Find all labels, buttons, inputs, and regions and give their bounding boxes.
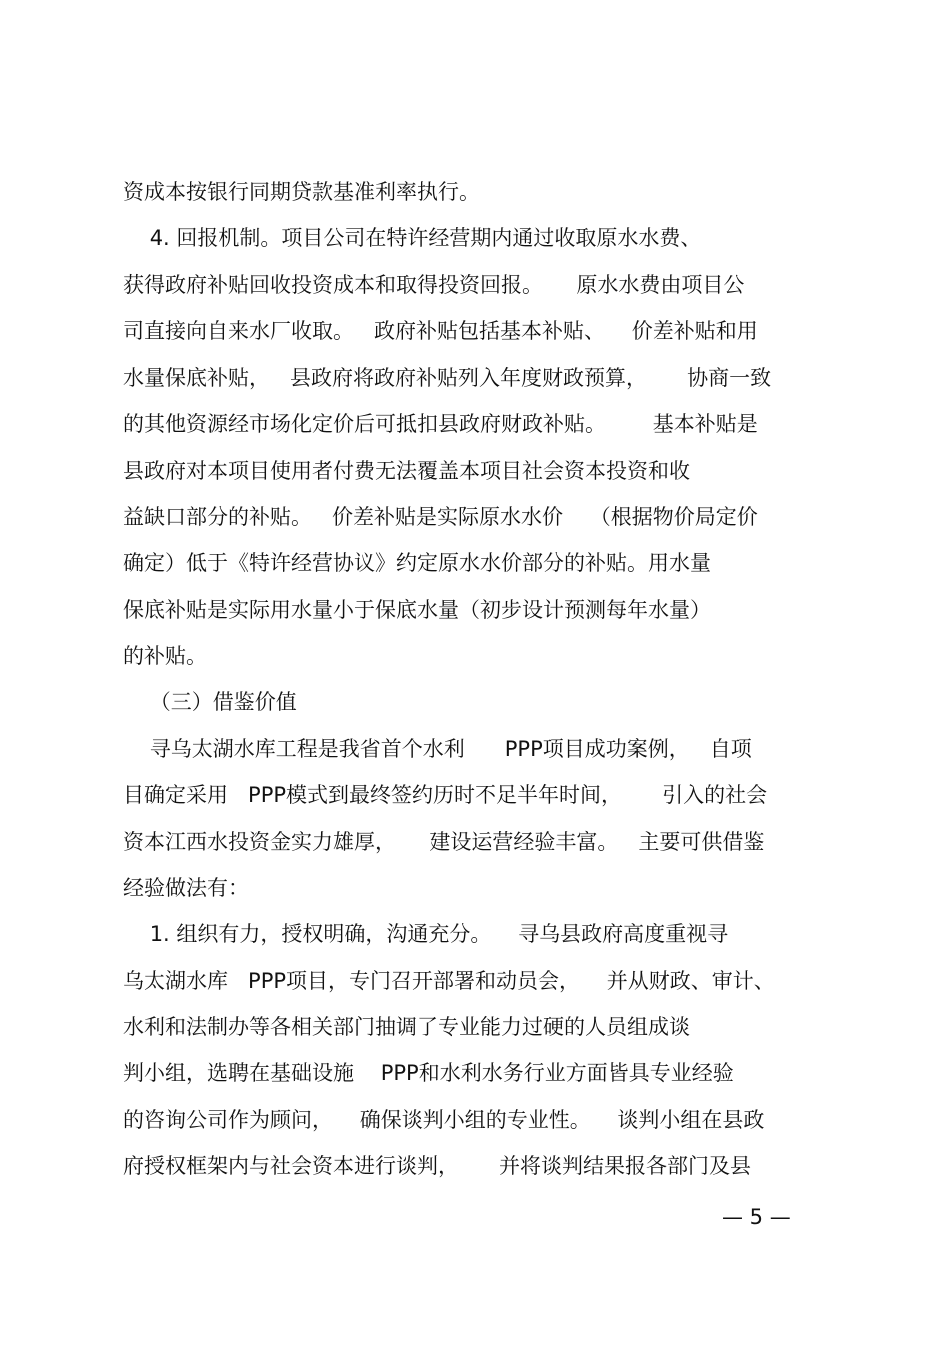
text-line: 水量保底补贴， 县政府将政府补贴列入年度财政预算， 协商一致 — [123, 366, 772, 390]
text-line: 府授权框架内与社会资本进行谈判， 并将谈判结果报各部门及县 — [123, 1154, 752, 1178]
text-line: 司直接向自来水厂收取。 政府补贴包括基本补贴、 价差补贴和用 — [123, 319, 758, 343]
text-line: 的咨询公司作为顾问， 确保谈判小组的专业性。 谈判小组在县政 — [123, 1108, 765, 1132]
page-number: — 5 — — [722, 1205, 791, 1229]
text-line: 的补贴。 — [123, 644, 207, 668]
text-line: 保底补贴是实际用水量小于保底水量（初步设计预测每年水量） — [123, 598, 711, 622]
text-line: 经验做法有： — [123, 876, 249, 900]
text-line: 获得政府补贴回收投资成本和取得投资回报。 原水水费由项目公 — [123, 273, 745, 297]
text-line: 资本江西水投资金实力雄厚， 建设运营经验丰富。 主要可供借鉴 — [123, 830, 765, 854]
text-line: 确定）低于《特许经营协议》约定原水水价部分的补贴。用水量 — [123, 551, 711, 575]
text-line: 寻乌太湖水库工程是我省首个水利 PPP项目成功案例， 自项 — [123, 737, 752, 761]
text-line: 1. 组织有力，授权明确，沟通充分。 寻乌县政府高度重视寻 — [123, 922, 729, 946]
text-line: 县政府对本项目使用者付费无法覆盖本项目社会资本投资和收 — [123, 459, 690, 483]
text-line: 资成本按银行同期贷款基准利率执行。 — [123, 180, 480, 204]
text-line: 判小组，选聘在基础设施 PPP和水利水务行业方面皆具专业经验 — [123, 1061, 734, 1085]
text-line: 益缺口部分的补贴。 价差补贴是实际原水水价 （根据物价局定价 — [123, 505, 758, 529]
section-heading: （三）借鉴价值 — [123, 690, 297, 714]
text-line: 4. 回报机制。项目公司在特许经营期内通过收取原水水费、 — [123, 226, 702, 250]
text-line: 的其他资源经市场化定价后可抵扣县政府财政补贴。 基本补贴是 — [123, 412, 758, 436]
text-line: 目确定采用 PPP模式到最终签约历时不足半年时间， 引入的社会 — [123, 783, 768, 807]
text-line: 水利和法制办等各相关部门抽调了专业能力过硬的人员组成谈 — [123, 1015, 690, 1039]
text-line: 乌太湖水库 PPP项目，专门召开部署和动员会， 并从财政、审计、 — [123, 969, 775, 993]
